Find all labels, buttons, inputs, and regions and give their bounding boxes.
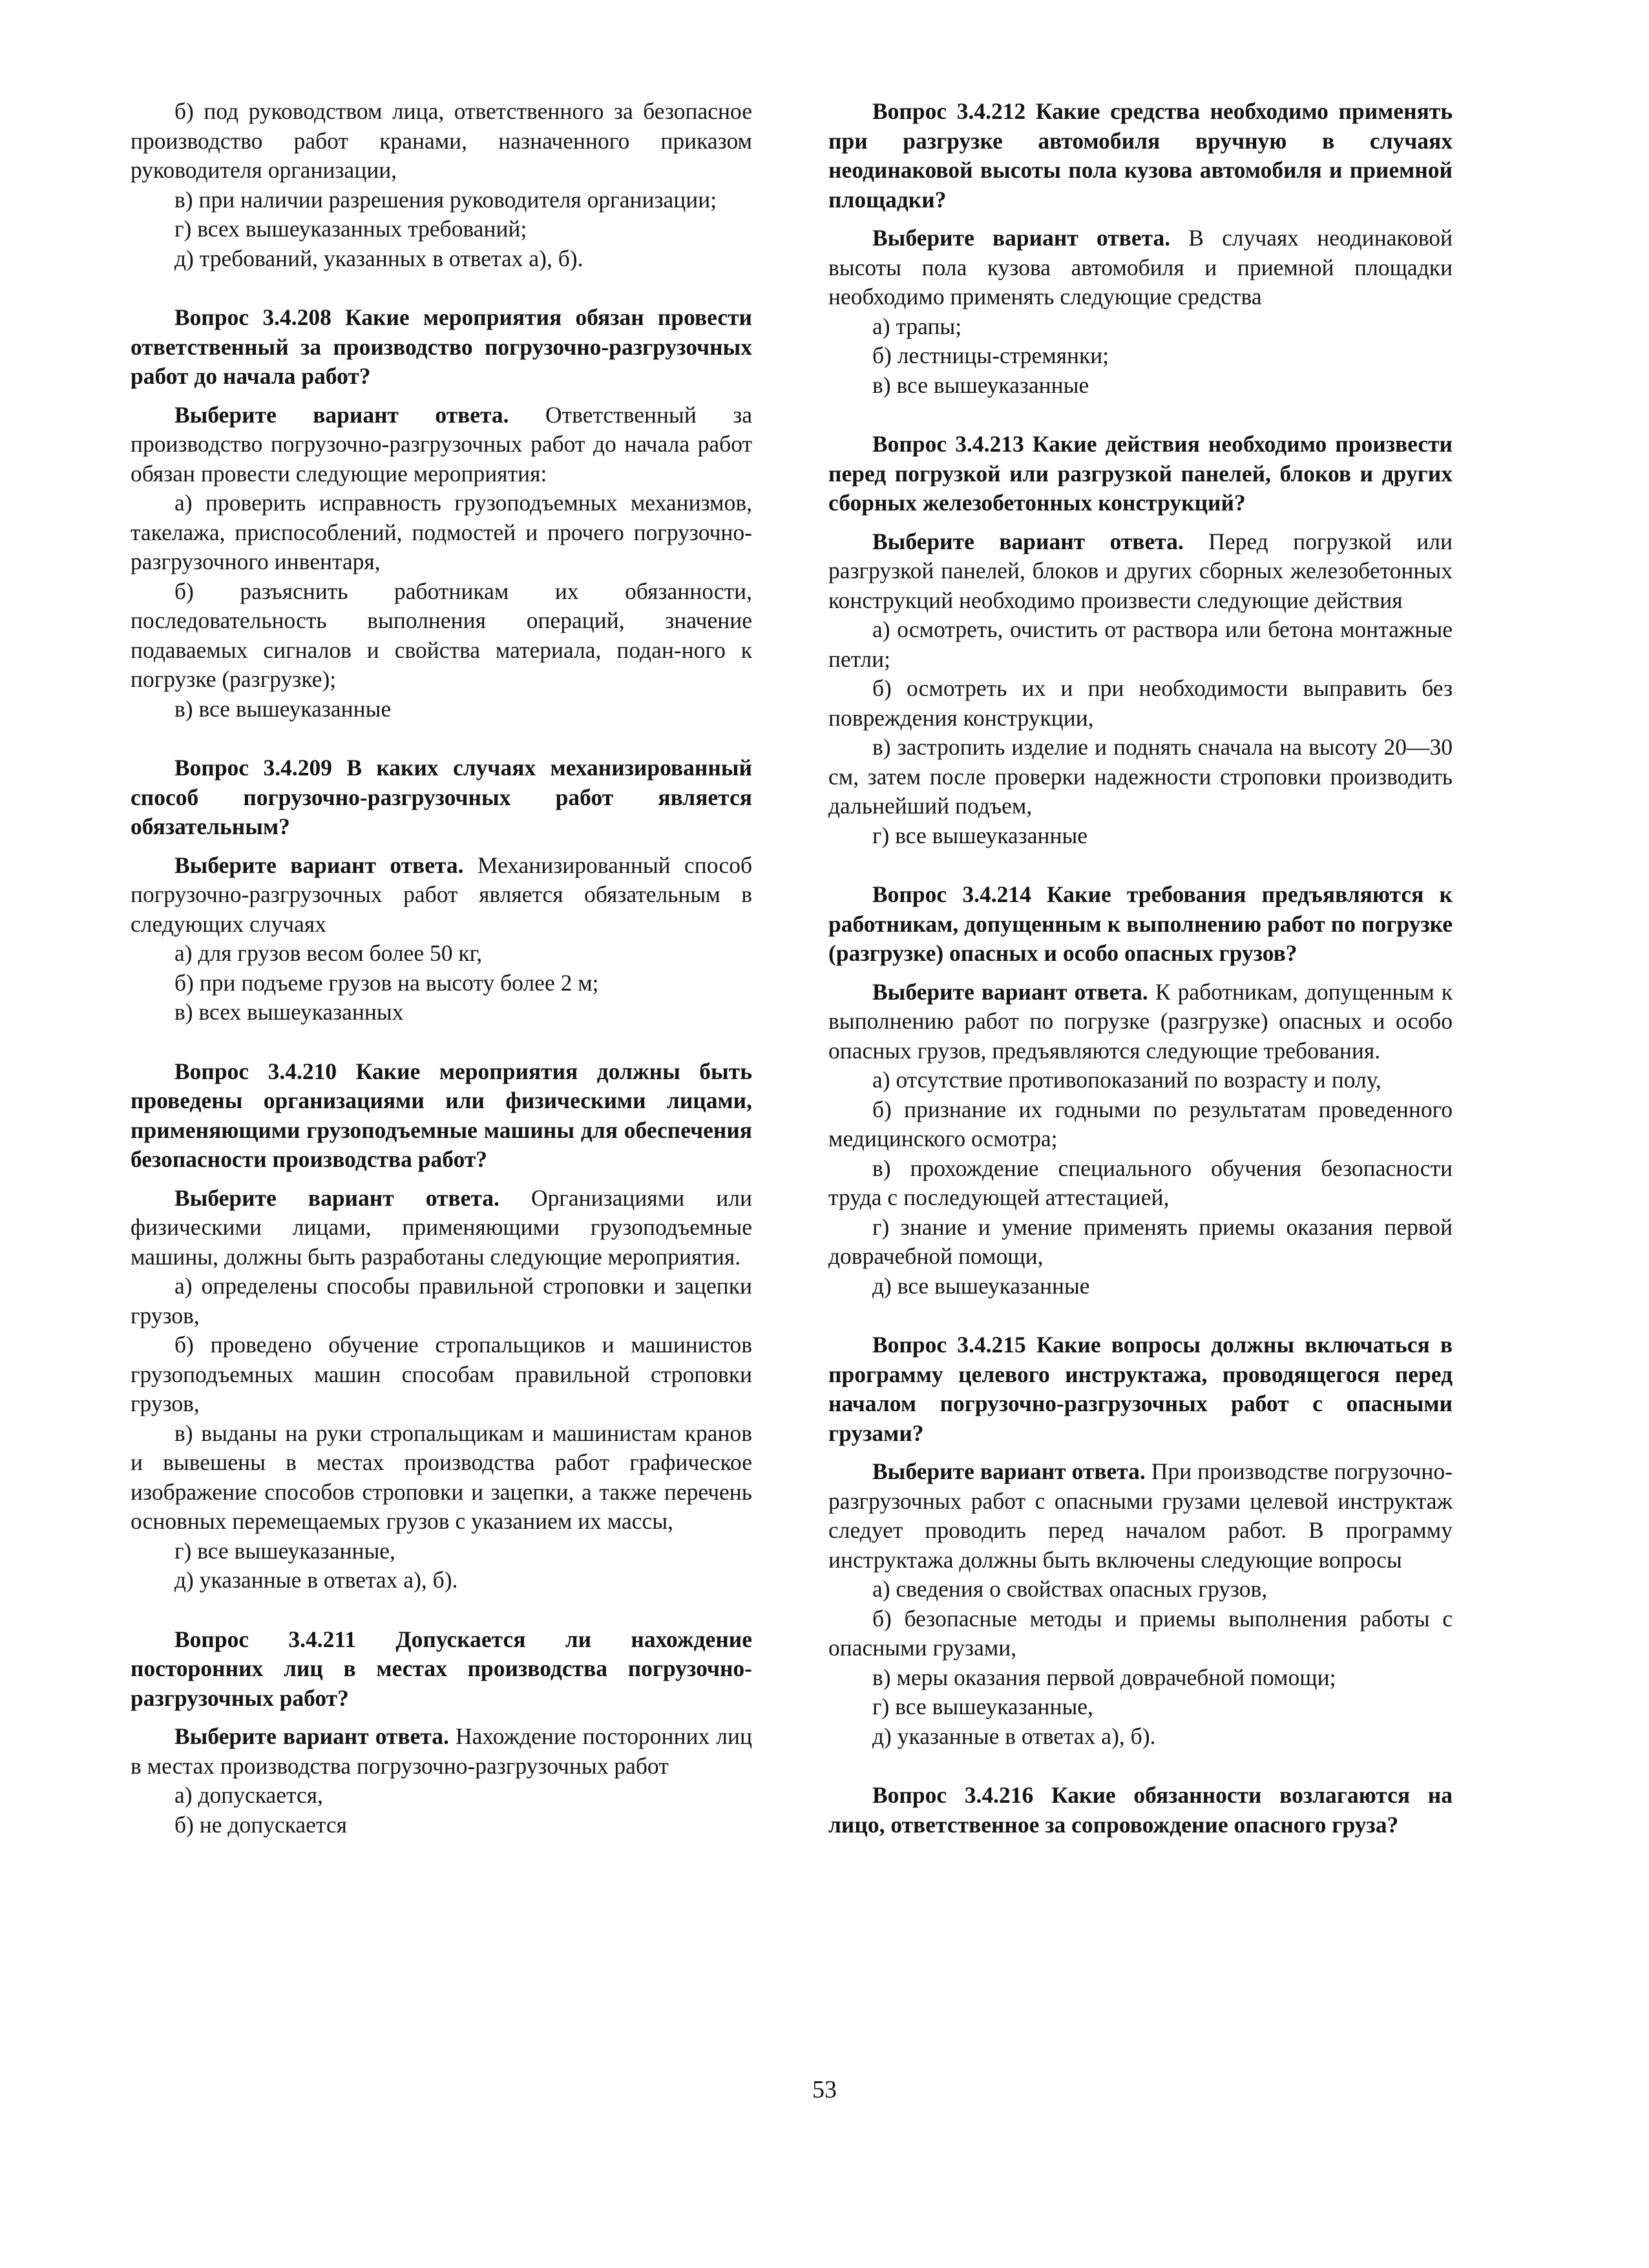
- answer-lead: Выберите вариант ответа.: [174, 852, 464, 878]
- answer-text: [828, 1457, 1453, 1575]
- answer-option: в) все вышеуказанные: [174, 695, 392, 722]
- answer-option: б) признание их годными по результатам проведенного медицинского осмотра;: [828, 1096, 1453, 1151]
- answer-option: б) лестницы-стремянки;: [872, 342, 1109, 368]
- answer-option: г) знание и умение применять приемы оказания первой доврачебной помощи,: [828, 1213, 1453, 1269]
- answer-lead: Выберите вариант ответа.: [174, 1723, 449, 1749]
- list-item: д) требований, указанных в ответах а), б).: [174, 245, 583, 271]
- answer-text: [131, 401, 752, 489]
- answer-body: Механизированный способ погрузочно-разгрузочных работ является обязательным в следующих случаях: [131, 852, 753, 937]
- answer-text: [131, 851, 752, 940]
- answer-text: [828, 978, 1453, 1066]
- question-3-4-216: [828, 1781, 1453, 1840]
- answer-lead: Выберите вариант ответа.: [872, 978, 1148, 1005]
- question-3-4-213: [828, 430, 1453, 850]
- answer-lead: Выберите вариант ответа.: [872, 528, 1184, 554]
- answer-option: д) указанные в ответах а), б).: [174, 1567, 458, 1593]
- answer-option: в) всех вышеуказанных: [174, 999, 404, 1025]
- answer-option: г) все вышеуказанные: [872, 822, 1088, 848]
- answer-body: Организациями или физическими лицами, применяющими грузоподъемные машины, должны быть разработаны следующие мероприятия.: [131, 1184, 753, 1270]
- question-title: Вопрос 3.4.215 Какие вопросы должны включаться в программу целевого инструктажа, проводящегося перед началом погрузочно-разгрузочных работ с опасными грузами?: [828, 1332, 1453, 1446]
- answer-body: Перед погрузкой или разгрузкой панелей, блоков и других сборных железобетонных конструкций необходимо произвести следующие действия: [828, 528, 1453, 613]
- answer-option: а) для грузов весом более 50 кг,: [174, 940, 483, 966]
- list-item: в) при наличии разрешения руководителя организации;: [174, 186, 717, 213]
- answer-lead: Выберите вариант ответа.: [174, 1184, 499, 1211]
- answer-option: б) разъяснить работникам их обязанности, последовательность выполнения операций, значение подаваемых сигналов и свойства материала, подан-ного к погрузке (разгрузке);: [131, 578, 752, 692]
- answer-lead: Выберите вариант ответа.: [174, 401, 509, 428]
- question-title: Вопрос 3.4.208 Какие мероприятия обязан провести ответственный за производство погрузочно-разгрузочных работ до начала работ?: [131, 304, 752, 389]
- answer-option: в) меры оказания первой доврачебной помощи;: [872, 1664, 1336, 1690]
- answer-option: а) проверить исправность грузоподъемных механизмов, такелажа, приспособлений, подмостей и прочего погрузочно-разгрузочного инвентаря,: [131, 490, 752, 574]
- answer-body: К работникам, допущенным к выполнению работ по погрузке (разгрузке) опасных и особо опасных грузов, предъявляются следующие требования.: [828, 978, 1453, 1064]
- answer-option: б) не допускается: [174, 1811, 347, 1838]
- continuation-block: [131, 97, 752, 273]
- answer-option: б) безопасные методы и приемы выполнения работы с опасными грузами,: [828, 1605, 1453, 1661]
- question-title: Вопрос 3.4.211 Допускается ли нахождение посторонних лиц в местах производства погрузочно-разгрузочных работ?: [131, 1626, 752, 1711]
- question-title: Вопрос 3.4.213 Какие действия необходимо произвести перед погрузкой или разгрузкой панелей, блоков и других сборных железобетонных конструкций?: [828, 431, 1453, 516]
- answer-option: а) определены способы правильной строповки и зацепки грузов,: [131, 1273, 752, 1328]
- answer-option: б) осмотреть их и при необходимости выправить без повреждения конструкции,: [828, 675, 1453, 731]
- question-title: Вопрос 3.4.210 Какие мероприятия должны быть проведены организациями или физическими лицами, применяющими грузоподъемные машины для обеспечения безопасности производства работ?: [131, 1058, 752, 1172]
- answer-option: в) выданы на руки стропальщикам и машинистам кранов и вывешены в местах производства работ графическое изображение способов строповки и зацепки, а также перечень основных перемещаемых грузов с указанием их массы,: [131, 1420, 752, 1534]
- answer-option: в) прохождение специального обучения безопасности труда с последующей аттестацией,: [828, 1155, 1453, 1210]
- answer-option: в) все вышеуказанные: [872, 372, 1089, 398]
- answer-option: г) все вышеуказанные,: [872, 1694, 1093, 1719]
- answer-option: д) указанные в ответах а), б).: [872, 1723, 1156, 1749]
- answer-option: а) трапы;: [872, 313, 962, 339]
- answer-body: В случаях неодинаковой высоты пола кузова автомобиля и приемной площадки необходимо применять следующие средства: [828, 225, 1453, 310]
- left-column: [131, 97, 752, 1869]
- answer-option: в) застропить изделие и поднять сначала на высоту 20—30 см, затем после проверки надежности строповки производить дальнейший подъем,: [828, 734, 1453, 819]
- question-3-4-212: [828, 97, 1453, 400]
- question-title: Вопрос 3.4.212 Какие средства необходимо применять при разгрузке автомобиля вручную в случаях неодинаковой высоты пола кузова автомобиля и приемной площадки?: [828, 98, 1453, 213]
- question-3-4-208: [131, 303, 752, 724]
- question-3-4-209: [131, 753, 752, 1027]
- answer-body: При производстве погрузочно-разгрузочных работ с опасными грузами целевой инструктаж следует проводить перед началом работ. В программу инструктажа должны быть включены следующие вопросы: [828, 1458, 1453, 1573]
- answer-text: [828, 224, 1453, 312]
- list-item: г) всех вышеуказанных требований;: [174, 216, 527, 242]
- answer-option: б) проведено обучение стропальщиков и машинистов грузоподъемных машин способам правильной строповки грузов,: [131, 1332, 752, 1416]
- list-item: б) под руководством лица, ответственного за безопасное производство работ кранами, назначенного приказом руководителя организации,: [131, 98, 752, 183]
- answer-body: Нахождение посторонних лиц в местах производства погрузочно-разгрузочных работ: [131, 1723, 752, 1779]
- answer-lead: Выберите вариант ответа.: [872, 225, 1171, 251]
- question-title: Вопрос 3.4.216 Какие обязанности возлагаются на лицо, ответственное за сопровождение опасного груза?: [828, 1782, 1453, 1838]
- question-3-4-210: [131, 1057, 752, 1595]
- question-3-4-214: [828, 880, 1453, 1301]
- answer-option: а) допускается,: [174, 1782, 323, 1808]
- answer-option: г) все вышеуказанные,: [174, 1537, 395, 1564]
- question-3-4-211: [131, 1625, 752, 1840]
- answer-option: б) при подъеме грузов на высоту более 2 м;: [174, 969, 599, 996]
- answer-option: а) отсутствие противопоказаний по возрасту и полу,: [872, 1067, 1381, 1093]
- question-3-4-215: [828, 1330, 1453, 1751]
- page-number: 53: [812, 2076, 837, 2103]
- question-title: Вопрос 3.4.214 Какие требования предъявляются к работникам, допущенным к выполнению работ по погрузке (разгрузке) опасных и особо опасных грузов?: [828, 881, 1453, 966]
- answer-lead: Выберите вариант ответа.: [872, 1458, 1146, 1484]
- answer-text: [828, 527, 1453, 616]
- answer-option: а) осмотреть, очистить от раствора или бетона монтажные петли;: [828, 616, 1453, 672]
- answer-text: [131, 1722, 752, 1781]
- answer-text: [131, 1184, 752, 1272]
- question-title: Вопрос 3.4.209 В каких случаях механизированный способ погрузочно-разгрузочных работ является обязательным?: [131, 755, 752, 839]
- answer-body: Ответственный за производство погрузочно-разгрузочных работ до начала работ обязан провести следующие мероприятия:: [131, 401, 753, 487]
- answer-option: а) сведения о свойствах опасных грузов,: [872, 1576, 1268, 1602]
- answer-option: д) все вышеуказанные: [872, 1272, 1090, 1299]
- right-column: [828, 97, 1453, 1869]
